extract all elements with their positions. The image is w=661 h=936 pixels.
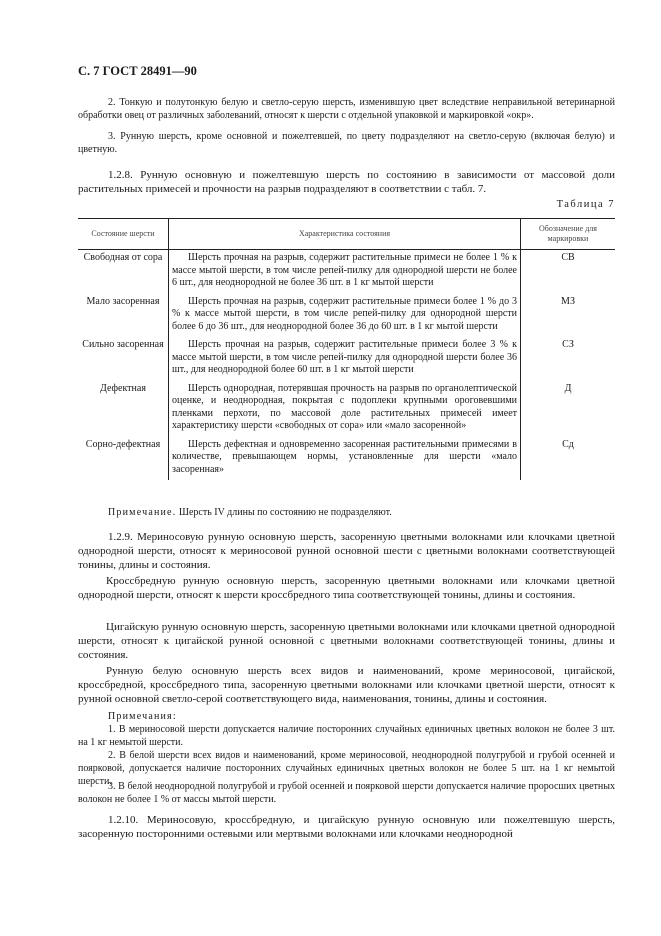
row-code: СВ [561,252,575,263]
table-note-text: Шерсть IV длины по состоянию не подразделяют. [178,507,392,518]
row-description: Шерсть дефектная и одновременно засоренная растительными примесями в количестве, превышающем нормы, установленные для шерсти «мало засоренная» [169,437,521,481]
row-code: Сд [562,438,574,450]
row-state: Дефектная [100,382,146,394]
notes-label: Примечания: [108,711,177,722]
note-white: 2. В белой шерсти всех видов и наименований, кроме мериносовой, неоднородной полугрубой и грубой осенней и поярковой, допускается наличие посторонних случайных единичных цветных волокон не более 5 шт. на 1 кг немытой шерсти. [78,750,615,787]
note-3: 3. Рунную шерсть, кроме основной и пожелтевшей, по цвету подразделяют на светло-серую (включая белую) и цветную. [78,131,615,155]
paragraph-tsigai: Цигайскую рунную основную шерсть, засоренную цветными волокнами или клочками цветной однородной шерсти, относят к цигайской рунной основной с цветными волокнами соответствующей тонины, длины и состояния. [78,621,615,661]
table-title: Таблица 7 [556,199,615,210]
table-row [78,250,615,294]
paragraph-white-wool: Рунную белую основную шерсть всех видов и наименований, кроме мериносовой, цигайской, кроссбредной, кроссбредного типа, засоренную цветными волокнами или клочками цветной шерсти, относят к рунной основной светло-серой соответствующего вида, наименования, тонины, длины и состояния. [78,665,615,705]
row-description: Шерсть прочная на разрыв, содержит растительные примеси более 3 % к массе мытой шерсти, в том числе репей-пилку для однородной шерсти более 36 шт., для неоднородной более 60 шт. в 1 кг мытой шерсти [169,337,521,381]
row-state: Сильно засоренная [82,339,164,350]
table-row [78,337,615,381]
paragraph-1-2-9: 1.2.9. Мериносовую рунную основную шерсть, засоренную цветными волокнами или клочками цветной однородной шерсти, относят к мериносовой рунной основной шести с цветными волокнами соответствующей тонины, длины и состояния. [78,531,615,571]
header-state: Состояние шерсти [78,219,169,250]
row-state: Сорно-дефектная [85,438,161,450]
paragraph-crossbred: Кроссбредную рунную основную шерсть, засоренную цветными волокнами или клочками цветной однородной шерсти, относят к шерсти кроссбредного типа соответствующей тонины, длины и состояния. [78,575,615,601]
row-description: Шерсть прочная на разрыв, содержит растительные примеси не более 1 % к массе мытой шерсти, в том числе репей-пилку для однородной шерсти не более 6 шт., для неоднородной не более 36 шт. в 1 кг мытой шерсти [169,250,521,294]
paragraph-1-2-10: 1.2.10. Мериносовую, кроссбредную, и цигайскую рунную основную или пожелтевшую шерсть, засоренную посторонними остевыми или мертвыми волокнами или клочками неоднородной [78,814,615,840]
note-2: 2. Тонкую и полутонкую белую и светло-серую шерсть, изменившую цвет вследствие неправильной ветеринарной обработки овец от различных заболеваний, относят к шерсти с отдельной упаковкой и маркировкой «окр». [78,97,615,121]
table-row [78,437,615,481]
note-heterogeneous: 3. В белой неоднородной полугрубой и грубой осенней и поярковой шерсти допускается наличие проросших цветных волокон не более 1 % от массы мытой шерсти. [78,781,615,805]
page-header: С. 7 ГОСТ 28491—90 [78,64,197,78]
row-state: Мало засоренная [86,295,160,307]
table-header-row [78,219,615,250]
note-merino: 1. В мериносовой шерсти допускается наличие посторонних случайных единичных цветных волокон не более 3 шт. на 1 кг немытой шерсти. [78,724,615,748]
table-row [78,381,615,437]
row-code: МЗ [561,295,575,307]
header-description: Характеристика состояния [169,219,521,250]
table-7 [78,218,615,480]
row-description: Шерсть однородная, потерявшая прочность на разрыв по органолептической оценке, и неоднородная, покрытая с подоплеки крупными ороговевшими пленками перхоти, по массовой доле растительных примесей имеет характеристику шерсти «свободных от сора» или «мало засоренной» [169,381,521,437]
table-note [78,506,615,519]
table-note-label: Примечание. [108,507,177,518]
row-code: Д [564,382,572,394]
paragraph-1-2-8: 1.2.8. Рунную основную и пожелтевшую шерсть по состоянию в зависимости от массовой доли растительных примесей и прочности на разрыв подразделяют в соответствии с табл. 7. [78,169,615,195]
row-state: Свободная от сора [83,252,163,263]
header-code: Обозначение для маркировки [521,219,616,250]
table-row [78,294,615,338]
row-code: СЗ [562,339,574,350]
row-description: Шерсть прочная на разрыв, содержит растительные примеси более 1 % до 3 % к массе мытой шерсти, в том числе репей-пилку для однородной шерсти более 6 до 36 шт., для неоднородной более 36 до 60 шт. в 1 кг мытой шерсти [169,294,521,338]
